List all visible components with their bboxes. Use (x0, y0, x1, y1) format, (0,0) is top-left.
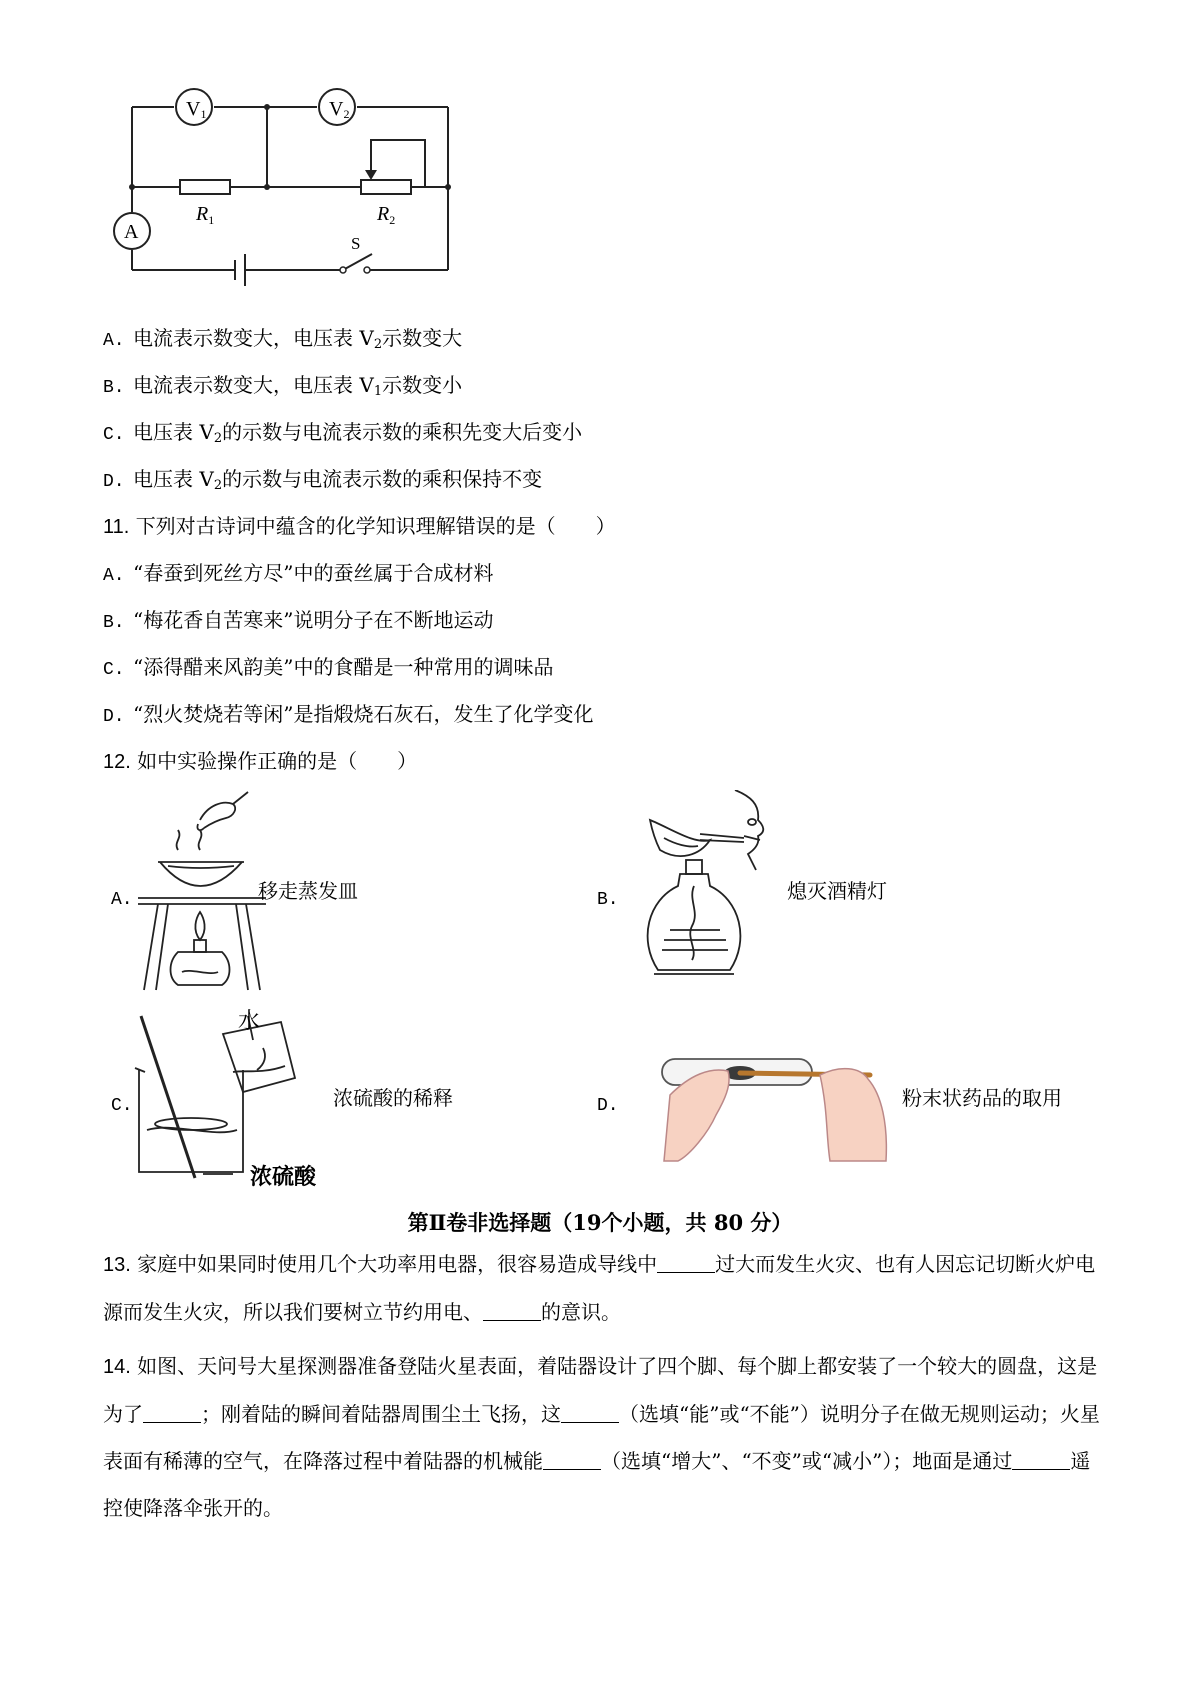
q13-text: 13. 家庭中如果同时使用几个大功率用电器，很容易造成导线中 过大而发生火灾、也有人因忘记切断火炉电源而发生火灾，所以我们要树立节约用电、 的意识。 (103, 1252, 1096, 1324)
evaporating-dish-figure (138, 790, 268, 995)
powder-reagent-figure (660, 1045, 900, 1165)
q12-fig-b-letter: B. (597, 890, 619, 910)
q12-fig-a-caption: 移走蒸发皿 (258, 879, 358, 903)
q14-blank-2[interactable] (561, 1404, 619, 1423)
q10-option-a: A. 电流表示数变大，电压表 $V_2$示数变大 (103, 326, 463, 352)
q11-option-a: A. “春蚕到死丝方尽”中的蚕丝属于合成材料 (103, 561, 494, 586)
q11-option-b: B. “梅花香自苦寒来”说明分子在不断地运动 (103, 608, 494, 633)
q13-blank-2[interactable] (483, 1302, 541, 1321)
resistor-r2 (361, 180, 411, 194)
q12-fig-d-caption: 粉末状药品的取用 (902, 1086, 1062, 1110)
q10-option-c: C. 电压表 $V_2$的示数与电流表示数的乘积先变大后变小 (103, 420, 583, 446)
water-label: 水 (238, 1009, 261, 1034)
q12-fig-b-caption: 熄灭酒精灯 (787, 879, 887, 903)
q11-stem: 11. 下列对古诗词中蕴含的化学知识理解错误的是（ ） (103, 514, 616, 538)
q12-stem: 12. 如中实验操作正确的是（ ） (103, 749, 418, 773)
q14-blank-1[interactable] (143, 1404, 201, 1423)
ammeter-label: A (124, 221, 139, 243)
circuit-diagram (95, 82, 495, 302)
q14-blank-3[interactable] (543, 1451, 601, 1470)
q11-option-d: D. “烈火焚烧若等闲”是指煅烧石灰石，发生了化学变化 (103, 702, 594, 727)
alcohol-lamp-figure (640, 790, 800, 990)
q10-option-d: D. 电压表 $V_2$的示数与电流表示数的乘积保持不变 (103, 467, 543, 493)
q12-fig-a-letter: A. (111, 890, 133, 910)
v1-label: V1 (186, 98, 207, 121)
q12-fig-d-letter: D. (597, 1096, 619, 1116)
resistor-r1 (180, 180, 230, 194)
q13-blank-1[interactable] (657, 1254, 715, 1273)
q14-text: 14. 如图、天问号大星探测器准备登陆火星表面，着陆器设计了四个脚、每个脚上都安装了一个较大的圆盘，这是为了 ；刚着陆的瞬间着陆器周围尘土飞扬，这 （选填“能”或“不能”）说明分子在做无规则运动；火星表面有稀薄的空气，在降落过程中着陆器的机械能 （选填“增大”、“不变”或“减小”）；地面是通过 遥控使降落伞张开的。 (103, 1354, 1100, 1520)
q14-blank-4[interactable] (1012, 1451, 1070, 1470)
acid-label: 浓硫酸 (250, 1165, 317, 1190)
q12-fig-c-letter: C. (111, 1096, 133, 1116)
r1-label: $R_1$ (196, 203, 215, 227)
q10-option-b: B. 电流表示数变大，电压表 $V_1$示数变小 (103, 373, 463, 399)
section-title: 第Ⅱ卷非选择题（19个小题，共 80 分） (407, 1210, 793, 1235)
r2-label: $R_2$ (377, 203, 396, 227)
slider-arrow-icon (365, 170, 377, 180)
switch-label: S (351, 234, 361, 253)
q11-option-c: C. “添得醋来风韵美”中的食醋是一种常用的调味品 (103, 655, 554, 680)
v2-label: V2 (329, 98, 350, 121)
q12-fig-c-caption: 浓硫酸的稀释 (333, 1086, 453, 1110)
